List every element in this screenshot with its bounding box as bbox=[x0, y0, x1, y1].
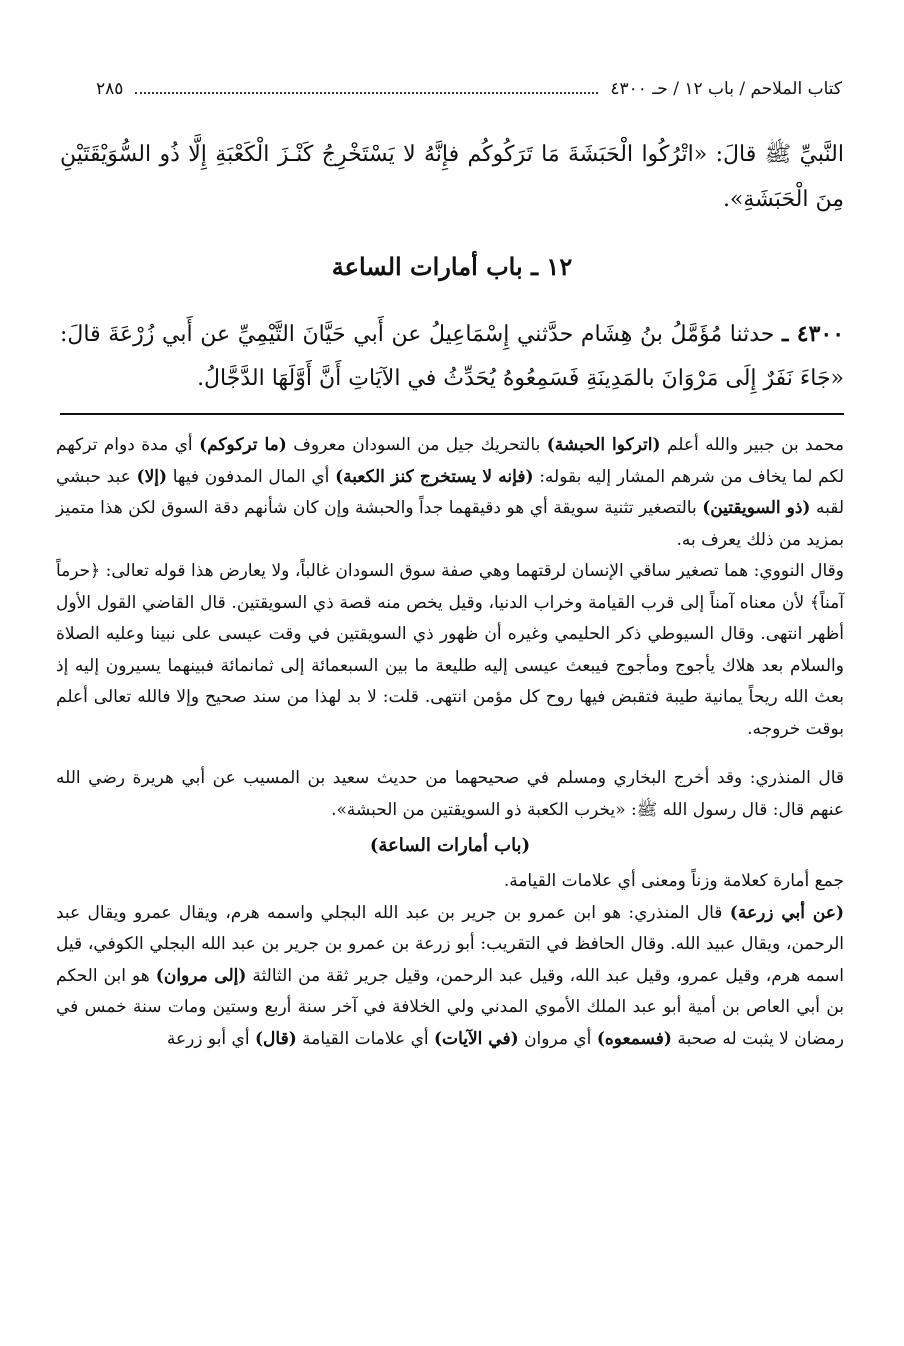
commentary-lemma: (فسمعوه) bbox=[596, 1028, 672, 1049]
commentary-text: أي علامات القيامة bbox=[302, 1028, 429, 1049]
commentary-text: أي المال المدفون فيها bbox=[172, 466, 330, 487]
footnote-divider bbox=[60, 413, 844, 415]
hadith-number: ٤٣٠٠ ـ bbox=[782, 321, 845, 347]
commentary-lemma: (في الآيات) bbox=[434, 1028, 519, 1049]
commentary-paragraph: جمع أمارة كعلامة وزناً ومعنى أي علامات القيامة. bbox=[503, 871, 844, 891]
page-number: ٢٨٥ bbox=[96, 79, 124, 99]
commentary-paragraph bbox=[56, 898, 844, 1056]
commentary-text: أي أبو زرعة bbox=[166, 1028, 250, 1049]
commentary-text: محمد بن جبير والله أعلم bbox=[666, 435, 845, 455]
commentary-text: عبد حبشي لقبه bbox=[56, 466, 845, 518]
paragraph-spacer bbox=[56, 745, 844, 763]
running-head-title: كتاب الملاحم / باب ١٢ / حـ ٤٣٠٠ bbox=[610, 79, 842, 99]
chapter-heading: ١٢ ـ باب أمارات الساعة bbox=[331, 252, 573, 281]
commentary-sub-heading: (باب أمارات الساعة) bbox=[369, 835, 531, 856]
commentary-lemma: (قال) bbox=[255, 1028, 297, 1049]
running-head bbox=[96, 74, 842, 104]
commentary-lemma: (فإنه لا يستخرج كنز الكعبة) bbox=[335, 466, 534, 487]
commentary-paragraph: وقال النووي: هما تصغير ساقي الإنسان لرقتهما وهي صفة سوق السودان غالباً، ولا يعارض هذا قوله تعالى: ﴿حرماً آمناً﴾ لأن معناه آمناً إلى قرب القيامة وخراب الدنيا، وقيل يخص منه قصة ذي السويقتين. قال القاضي القول الأول أظهر انتهى. وقال السيوطي ذكر الحليمي وغيره أن ظهور ذي السويقتين في وقت عيسى على نبينا وعليه الصلاة والسلام بعد هلاك يأجوج ومأجوج فيبعث عيسى إليه طليعة ما بين السبعمائة إلى ثمانمائة فبينهما يسيرون إليه إذ بعث الله ريحاً يمانية طيبة فتقبض فيها روح كل مؤمن انتهى. قلت: لا بد لهذا من سند صحيح وإلا فالله تعالى أعلم بوقت خروجه. bbox=[56, 561, 844, 739]
commentary-lemma: (إلا) bbox=[136, 466, 168, 487]
commentary-paragraph bbox=[56, 430, 844, 556]
commentary-lemma: (ما تركوكم) bbox=[199, 435, 287, 455]
hadith-text: حدثنا مُؤَمَّلُ بنُ هِشَام حدَّثني إِسْمَاعِيلُ عن أَبي حَيَّانَ التَّيْمِيِّ عن أَبي زُرْعَةَ قالَ: «جَاءَ نَفَرٌ إِلَى مَرْوَانَ بالمَدِينَةِ فَسَمِعُوهُ يُحَدِّثُ في الآيَاتِ أَنَّ أَوَّلَهَا الدَّجَّالُ. bbox=[60, 322, 844, 391]
commentary-lemma: (اتركوا الحبشة) bbox=[546, 435, 661, 455]
commentary-lemma: (إلى مروان) bbox=[155, 965, 247, 986]
commentary-lemma: (ذو السويقتين) bbox=[702, 498, 811, 518]
dotted-leader bbox=[135, 92, 598, 94]
commentary-text: بالتحريك جيل من السودان معروف bbox=[293, 435, 541, 455]
commentary-paragraph: قال المنذري: وقد أخرج البخاري ومسلم في صحيحهما من حديث سعيد بن المسيب عن أبي هريرة رضي الله عنهم قال: قال رسول الله ﷺ: «يخرب الكعبة ذو السويقتين من الحبشة». bbox=[56, 768, 844, 820]
commentary-text: أي مروان bbox=[524, 1028, 592, 1049]
commentary-text: أي مدة دوام تركهم لكم لما يخاف من شرهم المشار إليه بقوله: bbox=[56, 435, 845, 487]
hadith-continuation: النَّبيِّ ﷺ قالَ: «اتْرُكُوا الْحَبَشَةَ مَا تَرَكُوكُم فإِنَّهُ لا يَسْتَخْرِجُ كَنْـزَ الْكَعْبَةِ إِلَّا ذُو السُّوَيْقَتَيْنِ مِنَ الْحَبَشَةِ». bbox=[60, 142, 844, 212]
commentary-text: هو ابن الحكم بن أبي العاص بن أمية أبو عبد الملك الأموي المدني ولي الخلافة في آخر سنة أربع وستين ومات سنة خمس في رمضان لا يثبت له صحبة bbox=[56, 965, 844, 1049]
hadith-4300 bbox=[60, 312, 844, 401]
commentary-text: بالتصغير تثنية سويقة أي هو دقيقهما جداً والحبشة وإن كان شأنهم دقة السوق لكن هذا متميز بمزيد من ذلك يعرف به. bbox=[56, 498, 844, 550]
commentary-text: قال المنذري: هو ابن عمرو بن جرير بن عبد الله البجلي واسمه هرم، ويقال عمرو ويقال عبد الرحمن، ويقال عبيد الله. وقال الحافظ في التقريب: أبو زرعة بن عمرو بن جرير بن عبد الله البجلي الكوفي، قيل اسمه هرم، وقيل عمرو، وقيل عبد الله، وقيل عبد الرحمن، وقيل جرير ثقة من الثالثة bbox=[56, 902, 845, 986]
commentary bbox=[56, 430, 844, 1055]
commentary-lemma: (عن أبي زرعة) bbox=[729, 902, 845, 923]
